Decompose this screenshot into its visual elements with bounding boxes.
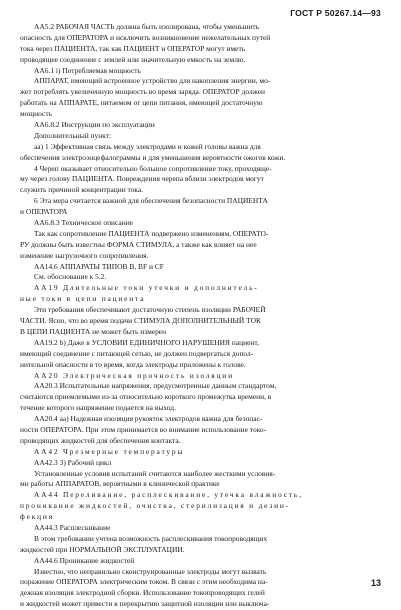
text-line: AA44 Переливание, расплескивание, утечка влажность, xyxy=(34,490,303,500)
text-line: ми работы АППАРАТОВ, вероятными в клинической практике xyxy=(20,479,220,489)
text-line: фекция xyxy=(20,512,54,522)
text-line: Известно, что неправильно сконструированные электроды могут вызвать xyxy=(34,566,267,576)
text-line: AA19 Длительные токи утечки и дополнитель- xyxy=(34,283,259,293)
text-line: См. обоснование к 5.2. xyxy=(34,272,107,282)
text-line: обеспечения электроэнцефалограммы и для уменьшения вероятности ожогов кожи. xyxy=(20,152,286,162)
text-line: и жидкостей может привести к перекрытию защитной изоляции или выключа- xyxy=(20,599,270,609)
text-line: нительной опасности в то время, когда электроды приложены к голове. xyxy=(20,359,246,369)
text-line: му через голову ПАЦИЕНТА. Повреждения черепа вблизи электродов могут xyxy=(20,174,264,184)
text-line: AA44.3 Расплескивание xyxy=(34,522,111,532)
text-line: течение которого напряжение подается на выход. xyxy=(20,403,176,413)
text-line: AA5.2 РАБОЧАЯ ЧАСТЬ должна быть изолирована, чтобы уменьшить xyxy=(34,22,259,31)
text-line: AA20.4 aa) Надежная изоляция рукояток электродов важна для безопас- xyxy=(34,414,263,424)
text-line: AA6.8.3 Техническое описание xyxy=(34,218,133,228)
text-line: AA19.2 b) Даже в УСЛОВИИ ЕДИНИЧНОГО НАРУШЕНИЯ пациент, xyxy=(34,337,259,347)
page-number: 13 xyxy=(370,578,381,588)
text-line: РУ должны быть известны ФОРМА СТИМУЛА, а также как влияет на нее xyxy=(20,239,257,249)
text-line: ности ОПЕРАТОРА. При этом принимается во внимание использование токо- xyxy=(20,424,267,434)
text-line: AA14.6 АППАРАТЫ ТИПОВ В, BF и CF xyxy=(34,261,164,271)
text-line: Эти требования обеспечивают достаточную степень изоляции РАБОЧЕЙ xyxy=(34,305,266,315)
text-line: aa) 1 Эффективная связь между электродами и кожей головы важна для xyxy=(34,141,261,151)
text-line: AA42.3 3) Рабочий цикл xyxy=(34,457,112,467)
text-line: проникание жидкостей, очистка, стерилизация и дезин- xyxy=(20,501,290,511)
text-line: ные токи в цепи пациента xyxy=(20,294,146,304)
document-body xyxy=(20,22,381,610)
text-line: работать на АППАРАТЕ, питаемом от цепи питания, имеющей достаточную xyxy=(20,98,263,108)
text-line: Установленные условия испытаний считаются наиболее жесткими условия- xyxy=(34,468,276,478)
text-line: AA20.3 Испытательные напряжения, предусмотренные данным стандартом, xyxy=(34,381,277,391)
text-line: опасность для ОПЕРАТОРА и исключить возникновение нежелательных путей xyxy=(20,32,271,42)
text-line: AA44.6 Проникание жидкостей xyxy=(34,555,135,565)
text-line: 4 Череп оказывает относительно большое сопротивление току, проходяще- xyxy=(34,163,272,173)
text-line: АППАРАТ, имеющий встроенное устройство для накопления энергии, мо- xyxy=(34,76,271,86)
text-line: В ЦЕПИ ПАЦИЕНТА не может быть измерен xyxy=(20,326,167,336)
text-line: жет потреблять увеличенную мощность во время заряда. ОПЕРАТОР должен xyxy=(20,87,265,97)
page-header-standard-code: ГОСТ Р 50267.14—93 xyxy=(290,8,381,18)
text-line: AA6.8.2 Инструкции по эксплуатации xyxy=(34,120,155,130)
text-line: имеющий соединение с питающей сетью, не должен подвергаться допол- xyxy=(20,348,254,358)
text-line: AA6.1 i) Потребляемая мощность xyxy=(34,65,141,75)
text-line: поражение ОПЕРАТОРА электрическим током. В связи с этим необходима на- xyxy=(20,577,268,587)
text-line: Дополнительный пункт: xyxy=(34,130,112,140)
text-line: тока через ПАЦИЕНТА, так как ПАЦИЕНТ и ОПЕРАТОР могут иметь xyxy=(20,43,246,53)
text-line: AA20 Электрическая прочность изоляции xyxy=(34,370,234,380)
text-line: AA42 Чрезмерные температуры xyxy=(34,446,185,456)
text-line: изменение нагрузочного сопротивления. xyxy=(20,250,149,260)
text-line: Так как сопротивление ПАЦИЕНТА подвержено изменениям, ОПЕРАТО- xyxy=(34,228,269,238)
text-line: В этом требовании учтена возможность расплескивания токопроводящих xyxy=(34,533,268,543)
text-line: служить причиной концентрации тока. xyxy=(20,185,144,195)
text-line: считаются приемлемыми из-за относительно короткого промежутка времени, в xyxy=(20,392,272,402)
text-line: мощность xyxy=(20,109,52,119)
text-line: 6 Эта мера считается важной для обеспечения безопасности ПАЦИЕНТА xyxy=(34,196,268,206)
text-line: проводящих жидкостей для обеспечения контакта. xyxy=(20,435,181,445)
text-line: ЧАСТИ. Ясно, что во время подачи СТИМУЛА ДОПОЛНИТЕЛЬНЫЙ ТОК xyxy=(20,316,261,326)
text-line: проводящее соединение с землей или значительную емкость на землю. xyxy=(20,54,246,64)
text-line: жидкостей при НОРМАЛЬНОЙ ЭКСПЛУАТАЦИИ. xyxy=(20,544,185,554)
text-line: и ОПЕРАТОРА xyxy=(20,207,68,217)
text-line: дежная изоляция электродной сборки. Использование токопроводящих гелей xyxy=(20,588,265,598)
